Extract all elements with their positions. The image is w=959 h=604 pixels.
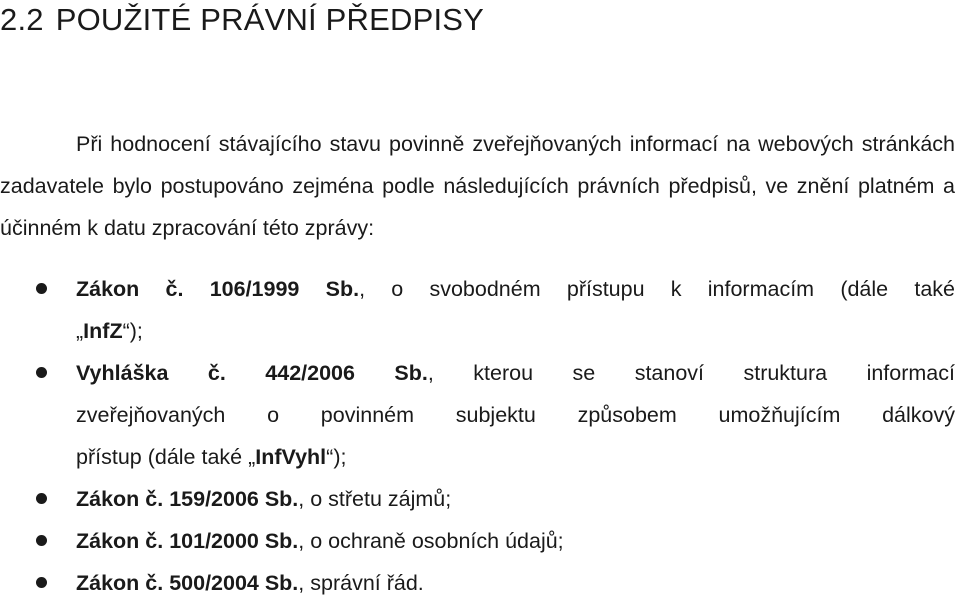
list-item <box>0 478 955 520</box>
item-line: zveřejňovaných o povinném subjektu způsobem umožňujícím dálkový <box>76 403 955 427</box>
list-item <box>0 562 955 604</box>
law-description: , správní řád. <box>298 571 424 595</box>
quote-close: “); <box>122 319 143 343</box>
bullet-icon <box>36 283 47 294</box>
quote-open: „ <box>76 319 84 343</box>
law-reference: Zákon č. 106/1999 Sb. <box>76 277 360 301</box>
item-line <box>76 268 955 310</box>
section-number: 2.2 <box>0 2 44 37</box>
law-description: , o ochraně osobních údajů; <box>298 529 564 553</box>
quote-close: “); <box>326 445 347 469</box>
law-description: , o střetu zájmů; <box>298 487 452 511</box>
quote-open: „ <box>248 445 256 469</box>
list-item <box>0 352 955 478</box>
law-abbreviation: InfVyhl <box>255 445 327 469</box>
law-abbreviation: InfZ <box>83 319 123 343</box>
bullet-icon <box>36 577 47 588</box>
section-title: POUŽITÉ PRÁVNÍ PŘEDPISY <box>55 2 485 37</box>
bullet-icon <box>36 535 47 546</box>
law-description: , o svobodném přístupu k informacím (dále také <box>359 277 955 301</box>
list-item <box>0 268 955 352</box>
list-item <box>0 520 955 562</box>
law-reference: Zákon č. 159/2006 Sb. <box>76 487 299 511</box>
item-line <box>76 352 955 394</box>
law-reference: Zákon č. 500/2004 Sb. <box>76 571 299 595</box>
item-line <box>76 436 955 478</box>
intro-paragraph <box>0 123 955 249</box>
bullet-icon <box>36 367 47 378</box>
bullet-icon <box>36 493 47 504</box>
legal-regulations-list <box>0 268 955 604</box>
law-description: přístup (dále také <box>76 445 249 469</box>
item-line <box>76 310 955 352</box>
law-description: , kterou se stanoví struktura informací <box>427 361 955 385</box>
section-heading <box>0 0 484 40</box>
intro-text: Při hodnocení stávajícího stavu povinně zveřejňovaných informací na webových stránkách zadavatele bylo postupováno zejména podle následujících právních předpisů, ve znění platném a účinném k datu zpracování této zprávy: <box>0 132 955 240</box>
law-reference: Vyhláška č. 442/2006 Sb. <box>76 361 428 385</box>
law-reference: Zákon č. 101/2000 Sb. <box>76 529 299 553</box>
